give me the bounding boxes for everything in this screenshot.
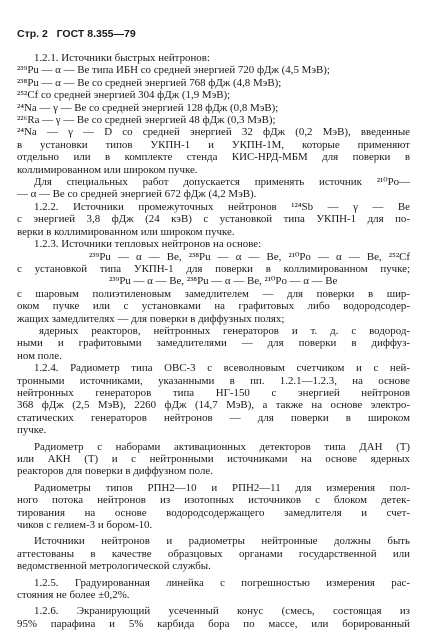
text-line: ²³⁹Pu — α — Be, ²³⁸Pu — α — Be, ²¹⁰Po — α — Be [109,275,338,288]
text-line: реакторов для поверки в диффузном поле. [17,465,213,478]
text-line: ²²⁶Ra — γ — Be со средней энергией 48 фДж (0,3 МэВ); [17,114,276,127]
document-body [17,52,410,630]
text-line: ²⁴Na — γ — Be со средней энергией 128 фДж (0,8 МэВ); [17,101,279,114]
text-line: оком пучке или с установками на графитовых либо водородсодер- [17,300,410,313]
text-line: Источники нейтронов и радиометры нейтронные должны быть [34,535,410,548]
section-radiometer-ovs3 [17,362,410,436]
text-line: чиков с гелием-3 и бором-10. [17,519,153,532]
text-line: ного потока нейтронов из изотопных источников с блоком детек- [17,494,410,507]
section-shielding-cone [17,605,410,630]
text-line: ²⁴Na — γ — D со средней энергией 32 фДж (0,2 МэВ), введенные [17,126,410,139]
page-header [17,28,136,40]
text-line: коллимированном или широком пучке. [17,163,198,176]
page-label: Стр. 2 [17,28,48,40]
section-radiometers-rpn2 [17,482,410,532]
text-line: нейтронных генераторов типа НГ-150 с энергией нейтронов [17,386,410,399]
text-line: 1.2.3. Источники тепловых нейтронов на основе: [34,238,262,251]
text-line: с энергией 3,8 фДж (24 кэВ) с установкой типа УКПН-1 для по- [17,213,410,226]
text-line: тронными источниками, указанными в пп. 1.2.1—1.2.3, на основе [17,374,410,387]
text-line: 1.2.1. Источники быстрых нейтронов: [34,52,210,64]
text-line: с установкой типа УКПН-1 для поверки в коллимированном пучке; [17,262,410,275]
text-line: 1.2.6. Экранирующий усеченный конус (смесь, состоящая из [34,605,410,618]
text-line: верки в коллимированном или широком пучке. [17,225,235,238]
text-line: Для специальных работ допускается применять источник ²¹⁰Po— [34,176,410,189]
text-line: 368 фДж (2,5 МэВ), 2260 фДж (14,7 МэВ), а также на основе электро- [17,399,410,412]
text-line: 1.2.2. Источники промежуточных нейтронов ¹²⁴Sb — γ — Be [34,200,410,213]
text-line: Радиометры типов РПН2—10 и РПН2—11 для измерения пол- [34,481,410,494]
section-special-works [17,176,410,201]
text-line: или АКН (Т) и с нейтронными источниками на основе ядерных [17,453,410,465]
text-line: в установки типов УКПН-1 и УКПН-1М, которые применяют [17,138,410,151]
text-line: ²³⁸Pu — α — Be со средней энергией 768 фДж (4,8 МэВ); [17,76,282,89]
text-line: пучке. [17,424,47,437]
text-line: ²³⁹Pu — α — Be, ²³⁸Pu — α — Be, ²¹⁰Po — α — Be, ²⁵²Cf [89,250,410,263]
text-line: — α — Be со средней энергией 672 фДж (4,2 МэВ). [17,188,257,201]
text-line: с шаровым полиэтиленовым замедлителем — для поверки в шир- [17,287,410,300]
text-line: тирования на основе водородсодержащего замедлителя и счет- [17,506,410,519]
doc-code: ГОСТ 8.355—79 [56,28,136,40]
text-line: Радиометр с наборами активационных детекторов типа ДАН (Т) [34,440,410,453]
text-line: стояния не более ±0,2%. [17,589,130,602]
text-line: жащих замедлителях — для поверки в диффузных полях; [17,312,285,325]
text-line: аттестованы в качестве образцовых органами государственной или [17,547,410,560]
text-line: ными и графитовыми замедлителями — для поверки в диффуз- [17,337,410,350]
text-line: 95% парафина и 5% карбида бора по массе, или борированный [17,617,410,630]
section-thermal-neutron-sources [17,238,410,362]
section-activation-detectors [17,441,410,478]
text-line: ²⁵²Cf со средней энергией 304 фДж (1,9 МэВ); [17,89,231,102]
text-line: 1.2.5. Градуированная линейка с погрешностью измерения рас- [34,576,410,589]
text-line: ном поле. [17,349,62,362]
text-line: 1.2.4. Радиометр типа ОВС-3 с всеволновым счетчиком и с ней- [34,362,410,375]
text-line: отдельно или в комплекте стенда КИС-НРД-МБМ для поверки в [17,151,410,164]
section-fast-neutron-sources [17,52,410,176]
text-line: ядерных реакторов, нейтронных генераторов и т. д. с водород- [39,324,410,337]
text-line: статических генераторов нейтронов — для поверки в широком [17,411,410,424]
text-line: ²³⁹Pu — α — Be типа ИБН со средней энергией 720 фДж (4,5 МэВ); [17,64,330,77]
section-intermediate-neutron-sources [17,201,410,238]
section-graduated-ruler [17,577,410,602]
section-certification [17,535,410,572]
text-line: ведомственной метрологической службы. [17,560,211,573]
